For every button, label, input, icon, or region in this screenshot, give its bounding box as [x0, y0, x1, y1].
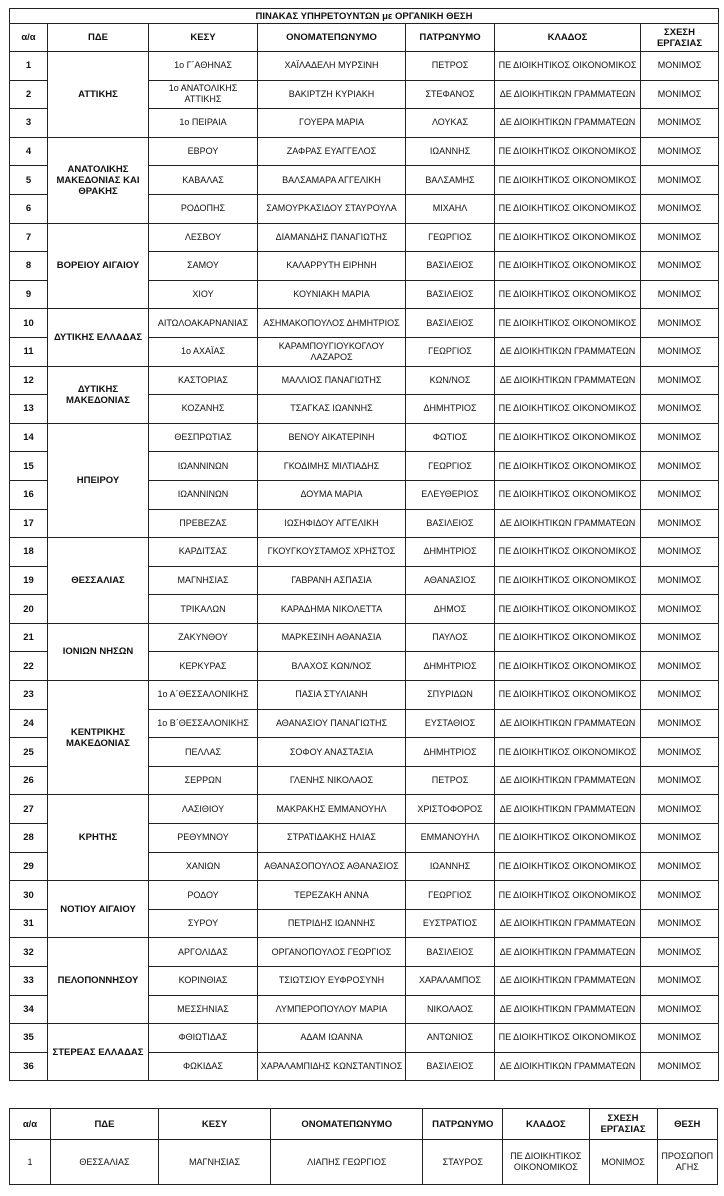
table-row: [10, 623, 719, 652]
cell-father-name: ΠΕΤΡΟΣ: [406, 52, 495, 81]
row-number: 1: [10, 52, 48, 81]
cell-fullname: ΚΑΛΑΡΡΥΤΗ ΕΙΡΗΝΗ: [258, 252, 406, 281]
row-number: 6: [10, 194, 48, 223]
header-pde: ΠΔΕ: [51, 1109, 159, 1140]
cell-pde: ΑΝΑΤΟΛΙΚΗΣ ΜΑΚΕΔΟΝΙΑΣ ΚΑΙ ΘΡΑΚΗΣ: [48, 137, 149, 223]
cell-father-name: ΣΤΕΦΑΝΟΣ: [406, 80, 495, 109]
cell-employment-relation: ΜΟΝΙΜΟΣ: [641, 566, 719, 595]
cell-kesy: ΜΑΓΝΗΣΙΑΣ: [158, 1140, 270, 1185]
cell-employment-relation: ΜΟΝΙΜΟΣ: [641, 109, 719, 138]
cell-fullname: ΔΙΑΜΑΝΔΗΣ ΠΑΝΑΓΙΩΤΗΣ: [258, 223, 406, 252]
cell-branch: ΠΕ ΔΙΟΙΚΗΤΙΚΟΣ ΟΙΚΟΝΟΜΙΚΟΣ: [495, 480, 641, 509]
cell-father-name: ΒΑΣΙΛΕΙΟΣ: [406, 280, 495, 309]
cell-branch: ΔΕ ΔΙΟΙΚΗΤΙΚΩΝ ΓΡΑΜΜΑΤΕΩΝ: [495, 709, 641, 738]
cell-branch: ΔΕ ΔΙΟΙΚΗΤΙΚΩΝ ΓΡΑΜΜΑΤΕΩΝ: [495, 337, 641, 366]
cell-kesy: ΚΟΡΙΝΘΙΑΣ: [149, 967, 258, 996]
cell-kesy: ΡΕΘΥΜΝΟΥ: [149, 824, 258, 853]
cell-employment-relation: ΜΟΝΙΜΟΣ: [641, 509, 719, 538]
cell-kesy: 1ο ΠΕΙΡΑΙΑ: [149, 109, 258, 138]
cell-employment-relation: ΜΟΝΙΜΟΣ: [641, 194, 719, 223]
cell-employment-relation: ΜΟΝΙΜΟΣ: [641, 995, 719, 1024]
cell-position: ΠΡΟΣΩΠΟΠ ΑΓΗΣ: [657, 1140, 718, 1185]
cell-branch: ΠΕ ΔΙΟΙΚΗΤΙΚΟΣ ΟΙΚΟΝΟΜΙΚΟΣ: [495, 423, 641, 452]
cell-kesy: ΙΩΑΝΝΙΝΩΝ: [149, 480, 258, 509]
row-number: 32: [10, 938, 48, 967]
row-number: 26: [10, 766, 48, 795]
cell-father-name: ΔΗΜΗΤΡΙΟΣ: [406, 738, 495, 767]
row-number: 23: [10, 681, 48, 710]
cell-fullname: ΚΑΡΑΜΠΟΥΓΙΟΥΚΟΓΛΟΥ ΛΑΖΑΡΟΣ: [258, 337, 406, 366]
cell-father-name: ΧΑΡΑΛΑΜΠΟΣ: [406, 967, 495, 996]
row-number: 8: [10, 252, 48, 281]
cell-branch: ΠΕ ΔΙΟΙΚΗΤΙΚΟΣ ΟΙΚΟΝΟΜΙΚΟΣ: [495, 738, 641, 767]
cell-employment-relation: ΜΟΝΙΜΟΣ: [641, 652, 719, 681]
cell-kesy: ΠΕΛΛΑΣ: [149, 738, 258, 767]
table-row: [10, 1140, 718, 1185]
cell-kesy: ΣΥΡΟΥ: [149, 909, 258, 938]
row-number: 34: [10, 995, 48, 1024]
cell-branch: ΠΕ ΔΙΟΙΚΗΤΙΚΟΣ ΟΙΚΟΝΟΜΙΚΟΣ: [495, 824, 641, 853]
cell-branch: ΠΕ ΔΙΟΙΚΗΤΙΚΟΣ ΟΙΚΟΝΟΜΙΚΟΣ: [495, 137, 641, 166]
cell-pde: ΣΤΕΡΕΑΣ ΕΛΛΑΔΑΣ: [48, 1024, 149, 1081]
cell-fullname: ΣΤΡΑΤΙΔΑΚΗΣ ΗΛΙΑΣ: [258, 824, 406, 853]
cell-father-name: ΙΩΑΝΝΗΣ: [406, 852, 495, 881]
cell-fullname: ΓΟΥΕΡΑ ΜΑΡΙΑ: [258, 109, 406, 138]
header-father-name: ΠΑΤΡΩΝΥΜΟ: [406, 24, 495, 52]
cell-father-name: ΠΑΥΛΟΣ: [406, 623, 495, 652]
cell-kesy: ΤΡΙΚΑΛΩΝ: [149, 595, 258, 624]
cell-kesy: 1ο Α΄ΘΕΣΣΑΛΟΝΙΚΗΣ: [149, 681, 258, 710]
cell-kesy: ΚΑΣΤΟΡΙΑΣ: [149, 366, 258, 395]
cell-father-name: ΒΑΣΙΛΕΙΟΣ: [406, 309, 495, 338]
cell-fullname: ΤΣΙΩΤΣΙΟΥ ΕΥΦΡΟΣΥΝΗ: [258, 967, 406, 996]
cell-pde: ΠΕΛΟΠΟΝΝΗΣΟΥ: [48, 938, 149, 1024]
cell-branch: ΠΕ ΔΙΟΙΚΗΤΙΚΟΣ ΟΙΚΟΝΟΜΙΚΟΣ: [495, 452, 641, 481]
cell-employment-relation: ΜΟΝΙΜΟΣ: [641, 938, 719, 967]
cell-employment-relation: ΜΟΝΙΜΟΣ: [641, 909, 719, 938]
row-number: 9: [10, 280, 48, 309]
cell-employment-relation: ΜΟΝΙΜΟΣ: [641, 423, 719, 452]
cell-fullname: ΜΑΛΛΙΟΣ ΠΑΝΑΓΙΩΤΗΣ: [258, 366, 406, 395]
main-staff-table: [9, 8, 719, 1081]
cell-branch: ΠΕ ΔΙΟΙΚΗΤΙΚΟΣ ΟΙΚΟΝΟΜΙΚΟΣ: [495, 1024, 641, 1053]
cell-branch: ΠΕ ΔΙΟΙΚΗΤΙΚΟΣ ΟΙΚΟΝΟΜΙΚΟΣ: [495, 538, 641, 567]
cell-branch: ΔΕ ΔΙΟΙΚΗΤΙΚΩΝ ΓΡΑΜΜΑΤΕΩΝ: [495, 795, 641, 824]
cell-employment-relation: ΜΟΝΙΜΟΣ: [641, 824, 719, 853]
row-number: 17: [10, 509, 48, 538]
header-position: ΘΕΣΗ: [657, 1109, 718, 1140]
cell-employment-relation: ΜΟΝΙΜΟΣ: [641, 52, 719, 81]
cell-fullname: ΓΑΒΡΑΝΗ ΑΣΠΑΣΙΑ: [258, 566, 406, 595]
row-number: 12: [10, 366, 48, 395]
cell-father-name: ΒΑΣΙΛΕΙΟΣ: [406, 509, 495, 538]
header-father-name: ΠΑΤΡΩΝΥΜΟ: [423, 1109, 503, 1140]
row-number: 25: [10, 738, 48, 767]
cell-kesy: ΧΑΝΙΩΝ: [149, 852, 258, 881]
cell-employment-relation: ΜΟΝΙΜΟΣ: [641, 623, 719, 652]
cell-branch: ΠΕ ΔΙΟΙΚΗΤΙΚΟΣ ΟΙΚΟΝΟΜΙΚΟΣ: [495, 52, 641, 81]
cell-father-name: ΒΑΛΣΑΜΗΣ: [406, 166, 495, 195]
cell-kesy: ΘΕΣΠΡΩΤΙΑΣ: [149, 423, 258, 452]
cell-father-name: ΙΩΑΝΝΗΣ: [406, 137, 495, 166]
cell-father-name: ΓΕΩΡΓΙΟΣ: [406, 452, 495, 481]
row-number: 2: [10, 80, 48, 109]
cell-fullname: ΚΟΥΝΙΑΚΗ ΜΑΡΙΑ: [258, 280, 406, 309]
cell-fullname: ΙΩΣΗΦΙΔΟΥ ΑΓΓΕΛΙΚΗ: [258, 509, 406, 538]
cell-fullname: ΑΔΑΜ ΙΩΑΝΝΑ: [258, 1024, 406, 1053]
cell-kesy: ΚΑΡΔΙΤΣΑΣ: [149, 538, 258, 567]
row-number: 5: [10, 166, 48, 195]
header-aa: α/α: [10, 24, 48, 52]
cell-employment-relation: ΜΟΝΙΜΟΣ: [641, 881, 719, 910]
cell-employment-relation: ΜΟΝΙΜΟΣ: [641, 337, 719, 366]
header-aa: α/α: [10, 1109, 51, 1140]
cell-fullname: ΔΟΥΜΑ ΜΑΡΙΑ: [258, 480, 406, 509]
row-number: 33: [10, 967, 48, 996]
cell-fullname: ΧΑΪΛΑΔΕΛΗ ΜΥΡΣΙΝΗ: [258, 52, 406, 81]
cell-branch: ΠΕ ΔΙΟΙΚΗΤΙΚΟΣ ΟΙΚΟΝΟΜΙΚΟΣ: [495, 652, 641, 681]
cell-employment-relation: ΜΟΝΙΜΟΣ: [641, 1052, 719, 1081]
cell-pde: ΝΟΤΙΟΥ ΑΙΓΑΙΟΥ: [48, 881, 149, 938]
header-employment-relation: ΣΧΕΣΗ ΕΡΓΑΣΙΑΣ: [589, 1109, 657, 1140]
second-staff-table: [9, 1108, 718, 1185]
cell-father-name: ΦΩΤΙΟΣ: [406, 423, 495, 452]
cell-kesy: ΦΩΚΙΔΑΣ: [149, 1052, 258, 1081]
cell-branch: ΔΕ ΔΙΟΙΚΗΤΙΚΩΝ ΓΡΑΜΜΑΤΕΩΝ: [495, 995, 641, 1024]
cell-employment-relation: ΜΟΝΙΜΟΣ: [641, 280, 719, 309]
table-row: [10, 1024, 719, 1053]
cell-father-name: ΠΕΤΡΟΣ: [406, 766, 495, 795]
cell-fullname: ΓΛΕΝΗΣ ΝΙΚΟΛΑΟΣ: [258, 766, 406, 795]
cell-employment-relation: ΜΟΝΙΜΟΣ: [641, 395, 719, 424]
row-number: 1: [10, 1140, 51, 1185]
cell-kesy: ΧΙΟΥ: [149, 280, 258, 309]
cell-fullname: ΛΙΑΠΗΣ ΓΕΩΡΓΙΟΣ: [271, 1140, 423, 1185]
cell-fullname: ΑΘΑΝΑΣΙΟΥ ΠΑΝΑΓΙΩΤΗΣ: [258, 709, 406, 738]
cell-employment-relation: ΜΟΝΙΜΟΣ: [641, 738, 719, 767]
cell-kesy: ΑΙΤΩΛΟΑΚΑΡΝΑΝΙΑΣ: [149, 309, 258, 338]
cell-fullname: ΒΑΛΣΑΜΑΡΑ ΑΓΓΕΛΙΚΗ: [258, 166, 406, 195]
cell-fullname: ΤΣΑΓΚΑΣ ΙΩΑΝΝΗΣ: [258, 395, 406, 424]
cell-pde: ΙΟΝΙΩΝ ΝΗΣΩΝ: [48, 623, 149, 680]
cell-employment-relation: ΜΟΝΙΜΟΣ: [641, 967, 719, 996]
cell-employment-relation: ΜΟΝΙΜΟΣ: [641, 252, 719, 281]
cell-fullname: ΒΕΝΟΥ ΑΙΚΑΤΕΡΙΝΗ: [258, 423, 406, 452]
cell-fullname: ΚΑΡΑΔΗΜΑ ΝΙΚΟΛΕΤΤΑ: [258, 595, 406, 624]
cell-father-name: ΓΕΩΡΓΙΟΣ: [406, 881, 495, 910]
cell-employment-relation: ΜΟΝΙΜΟΣ: [641, 795, 719, 824]
row-number: 28: [10, 824, 48, 853]
cell-branch: ΔΕ ΔΙΟΙΚΗΤΙΚΩΝ ΓΡΑΜΜΑΤΕΩΝ: [495, 109, 641, 138]
table-row: [10, 137, 719, 166]
cell-father-name: ΒΑΣΙΛΕΙΟΣ: [406, 252, 495, 281]
cell-fullname: ΑΘΑΝΑΣΟΠΟΥΛΟΣ ΑΘΑΝΑΣΙΟΣ: [258, 852, 406, 881]
header-kesy: ΚΕΣΥ: [158, 1109, 270, 1140]
row-number: 24: [10, 709, 48, 738]
row-number: 30: [10, 881, 48, 910]
table-row: [10, 681, 719, 710]
cell-branch: ΠΕ ΔΙΟΙΚΗΤΙΚΟΣ ΟΙΚΟΝΟΜΙΚΟΣ: [495, 852, 641, 881]
cell-employment-relation: ΜΟΝΙΜΟΣ: [641, 595, 719, 624]
cell-branch: ΠΕ ΔΙΟΙΚΗΤΙΚΟΣ ΟΙΚΟΝΟΜΙΚΟΣ: [495, 223, 641, 252]
cell-kesy: 1ο Β΄ΘΕΣΣΑΛΟΝΙΚΗΣ: [149, 709, 258, 738]
cell-kesy: ΚΑΒΑΛΑΣ: [149, 166, 258, 195]
table-row: [10, 223, 719, 252]
cell-fullname: ΤΕΡΕΖΑΚΗ ΑΝΝΑ: [258, 881, 406, 910]
table-row: [10, 938, 719, 967]
cell-fullname: ΠΕΤΡΙΔΗΣ ΙΩΑΝΝΗΣ: [258, 909, 406, 938]
header-employment-relation: ΣΧΕΣΗ ΕΡΓΑΣΙΑΣ: [641, 24, 719, 52]
row-number: 22: [10, 652, 48, 681]
cell-pde: ΘΕΣΣΑΛΙΑΣ: [48, 538, 149, 624]
cell-father-name: ΕΥΣΤΑΘΙΟΣ: [406, 709, 495, 738]
cell-father-name: ΕΜΜΑΝΟΥΗΛ: [406, 824, 495, 853]
cell-kesy: ΑΡΓΟΛΙΔΑΣ: [149, 938, 258, 967]
cell-fullname: ΜΑΡΚΕΣΙΝΗ ΑΘΑΝΑΣΙΑ: [258, 623, 406, 652]
cell-father-name: ΝΙΚΟΛΑΟΣ: [406, 995, 495, 1024]
cell-fullname: ΓΚΟΥΓΚΟΥΣΤΑΜΟΣ ΧΡΗΣΤΟΣ: [258, 538, 406, 567]
cell-father-name: ΕΛΕΥΘΕΡΙΟΣ: [406, 480, 495, 509]
row-number: 16: [10, 480, 48, 509]
row-number: 18: [10, 538, 48, 567]
row-number: 29: [10, 852, 48, 881]
cell-kesy: 1ο ΑΧΑΪΑΣ: [149, 337, 258, 366]
cell-branch: ΠΕ ΔΙΟΙΚΗΤΙΚΟΣ ΟΙΚΟΝΟΜΙΚΟΣ: [495, 881, 641, 910]
cell-father-name: ΣΤΑΥΡΟΣ: [423, 1140, 503, 1185]
cell-father-name: ΛΟΥΚΑΣ: [406, 109, 495, 138]
cell-branch: ΔΕ ΔΙΟΙΚΗΤΙΚΩΝ ΓΡΑΜΜΑΤΕΩΝ: [495, 1052, 641, 1081]
cell-kesy: ΛΑΣΙΘΙΟΥ: [149, 795, 258, 824]
cell-branch: ΠΕ ΔΙΟΙΚΗΤΙΚΟΣ ΟΙΚΟΝΟΜΙΚΟΣ: [495, 252, 641, 281]
row-number: 20: [10, 595, 48, 624]
cell-branch: ΠΕ ΔΙΟΙΚΗΤΙΚΟΣ ΟΙΚΟΝΟΜΙΚΟΣ: [495, 623, 641, 652]
cell-father-name: ΔΗΜΗΤΡΙΟΣ: [406, 652, 495, 681]
cell-kesy: ΜΕΣΣΗΝΙΑΣ: [149, 995, 258, 1024]
table-row: [10, 795, 719, 824]
cell-fullname: ΣΟΦΟΥ ΑΝΑΣΤΑΣΙΑ: [258, 738, 406, 767]
row-number: 11: [10, 337, 48, 366]
header-branch: ΚΛΑΔΟΣ: [495, 24, 641, 52]
cell-kesy: ΚΕΡΚΥΡΑΣ: [149, 652, 258, 681]
cell-father-name: ΕΥΣΤΡΑΤΙΟΣ: [406, 909, 495, 938]
row-number: 35: [10, 1024, 48, 1053]
cell-kesy: ΕΒΡΟΥ: [149, 137, 258, 166]
cell-pde: ΚΕΝΤΡΙΚΗΣ ΜΑΚΕΔΟΝΙΑΣ: [48, 681, 149, 795]
cell-fullname: ΑΣΗΜΑΚΟΠΟΥΛΟΣ ΔΗΜΗΤΡΙΟΣ: [258, 309, 406, 338]
cell-fullname: ΖΑΦΡΑΣ ΕΥΑΓΓΕΛΟΣ: [258, 137, 406, 166]
cell-fullname: ΒΛΑΧΟΣ ΚΩΝ/ΝΟΣ: [258, 652, 406, 681]
cell-father-name: ΒΑΣΙΛΕΙΟΣ: [406, 1052, 495, 1081]
cell-fullname: ΜΑΚΡΑΚΗΣ ΕΜΜΑΝΟΥΗΛ: [258, 795, 406, 824]
table-row: [10, 366, 719, 395]
table-row: [10, 538, 719, 567]
cell-father-name: ΒΑΣΙΛΕΙΟΣ: [406, 938, 495, 967]
cell-employment-relation: ΜΟΝΙΜΟΣ: [641, 452, 719, 481]
cell-fullname: ΣΑΜΟΥΡΚΑΣΙΔΟΥ ΣΤΑΥΡΟΥΛΑ: [258, 194, 406, 223]
cell-kesy: ΣΕΡΡΩΝ: [149, 766, 258, 795]
cell-employment-relation: ΜΟΝΙΜΟΣ: [641, 709, 719, 738]
cell-kesy: 1ο ΑΝΑΤΟΛΙΚΗΣ ΑΤΤΙΚΗΣ: [149, 80, 258, 109]
cell-employment-relation: ΜΟΝΙΜΟΣ: [641, 223, 719, 252]
row-number: 14: [10, 423, 48, 452]
cell-father-name: ΓΕΩΡΓΙΟΣ: [406, 337, 495, 366]
cell-employment-relation: ΜΟΝΙΜΟΣ: [641, 480, 719, 509]
cell-fullname: ΟΡΓΑΝΟΠΟΥΛΟΣ ΓΕΩΡΓΙΟΣ: [258, 938, 406, 967]
cell-father-name: ΔΗΜΟΣ: [406, 595, 495, 624]
row-number: 19: [10, 566, 48, 595]
cell-branch: ΠΕ ΔΙΟΙΚΗΤΙΚΟΣ ΟΙΚΟΝΟΜΙΚΟΣ: [495, 395, 641, 424]
table-row: [10, 423, 719, 452]
cell-branch: ΠΕ ΔΙΟΙΚΗΤΙΚΟΣ ΟΙΚΟΝΟΜΙΚΟΣ: [495, 194, 641, 223]
cell-employment-relation: ΜΟΝΙΜΟΣ: [641, 766, 719, 795]
cell-employment-relation: ΜΟΝΙΜΟΣ: [641, 852, 719, 881]
cell-employment-relation: ΜΟΝΙΜΟΣ: [641, 166, 719, 195]
table-title: ΠΙΝΑΚΑΣ ΥΠΗΡΕΤΟΥΝΤΩΝ με ΟΡΓΑΝΙΚΗ ΘΕΣΗ: [10, 9, 719, 24]
cell-father-name: ΑΘΑΝΑΣΙΟΣ: [406, 566, 495, 595]
cell-branch: ΔΕ ΔΙΟΙΚΗΤΙΚΩΝ ΓΡΑΜΜΑΤΕΩΝ: [495, 967, 641, 996]
cell-kesy: ΜΑΓΝΗΣΙΑΣ: [149, 566, 258, 595]
cell-kesy: 1ο Γ΄ΑΘΗΝΑΣ: [149, 52, 258, 81]
header-branch: ΚΛΑΔΟΣ: [503, 1109, 589, 1140]
cell-father-name: ΔΗΜΗΤΡΙΟΣ: [406, 538, 495, 567]
cell-father-name: ΧΡΙΣΤΟΦΟΡΟΣ: [406, 795, 495, 824]
cell-branch: ΔΕ ΔΙΟΙΚΗΤΙΚΩΝ ΓΡΑΜΜΑΤΕΩΝ: [495, 938, 641, 967]
cell-employment-relation: ΜΟΝΙΜΟΣ: [641, 1024, 719, 1053]
cell-father-name: ΚΩΝ/ΝΟΣ: [406, 366, 495, 395]
cell-fullname: ΓΚΟΔΙΜΗΣ ΜΙΛΤΙΑΔΗΣ: [258, 452, 406, 481]
cell-employment-relation: ΜΟΝΙΜΟΣ: [589, 1140, 657, 1185]
cell-branch: ΔΕ ΔΙΟΙΚΗΤΙΚΩΝ ΓΡΑΜΜΑΤΕΩΝ: [495, 909, 641, 938]
row-number: 13: [10, 395, 48, 424]
row-number: 27: [10, 795, 48, 824]
cell-father-name: ΑΝΤΩΝΙΟΣ: [406, 1024, 495, 1053]
cell-branch: ΠΕ ΔΙΟΙΚΗΤΙΚΟΣ ΟΙΚΟΝΟΜΙΚΟΣ: [495, 681, 641, 710]
row-number: 31: [10, 909, 48, 938]
row-number: 7: [10, 223, 48, 252]
row-number: 3: [10, 109, 48, 138]
cell-pde: ΗΠΕΙΡΟΥ: [48, 423, 149, 537]
cell-branch: ΔΕ ΔΙΟΙΚΗΤΙΚΩΝ ΓΡΑΜΜΑΤΕΩΝ: [495, 509, 641, 538]
cell-branch: ΠΕ ΔΙΟΙΚΗΤΙΚΟΣ ΟΙΚΟΝΟΜΙΚΟΣ: [495, 566, 641, 595]
header-fullname: ΟΝΟΜΑΤΕΠΩΝΥΜΟ: [271, 1109, 423, 1140]
cell-father-name: ΓΕΩΡΓΙΟΣ: [406, 223, 495, 252]
cell-pde: ΘΕΣΣΑΛΙΑΣ: [51, 1140, 159, 1185]
cell-employment-relation: ΜΟΝΙΜΟΣ: [641, 366, 719, 395]
cell-father-name: ΔΗΜΗΤΡΙΟΣ: [406, 395, 495, 424]
table-row: [10, 309, 719, 338]
cell-kesy: ΣΑΜΟΥ: [149, 252, 258, 281]
header-pde: ΠΔΕ: [48, 24, 149, 52]
cell-pde: ΔΥΤΙΚΗΣ ΕΛΛΑΔΑΣ: [48, 309, 149, 366]
cell-fullname: ΧΑΡΑΛΑΜΠΙΔΗΣ ΚΩΝΣΤΑΝΤΙΝΟΣ: [258, 1052, 406, 1081]
cell-kesy: ΛΕΣΒΟΥ: [149, 223, 258, 252]
cell-kesy: ΦΘΙΩΤΙΔΑΣ: [149, 1024, 258, 1053]
cell-branch: ΔΕ ΔΙΟΙΚΗΤΙΚΩΝ ΓΡΑΜΜΑΤΕΩΝ: [495, 766, 641, 795]
cell-branch: ΠΕ ΔΙΟΙΚΗΤΙΚΟΣ ΟΙΚΟΝΟΜΙΚΟΣ: [495, 309, 641, 338]
cell-branch: ΠΕ ΔΙΟΙΚΗΤΙΚΟΣ ΟΙΚΟΝΟΜΙΚΟΣ: [495, 595, 641, 624]
cell-kesy: ΖΑΚΥΝΘΟΥ: [149, 623, 258, 652]
cell-kesy: ΙΩΑΝΝΙΝΩΝ: [149, 452, 258, 481]
cell-branch: ΠΕ ΔΙΟΙΚΗΤΙΚΟΣ ΟΙΚΟΝΟΜΙΚΟΣ: [503, 1140, 589, 1185]
cell-kesy: ΡΟΔΟΥ: [149, 881, 258, 910]
cell-branch: ΠΕ ΔΙΟΙΚΗΤΙΚΟΣ ΟΙΚΟΝΟΜΙΚΟΣ: [495, 280, 641, 309]
table-row: [10, 52, 719, 81]
cell-pde: ΚΡΗΤΗΣ: [48, 795, 149, 881]
cell-employment-relation: ΜΟΝΙΜΟΣ: [641, 681, 719, 710]
row-number: 4: [10, 137, 48, 166]
cell-pde: ΑΤΤΙΚΗΣ: [48, 52, 149, 138]
cell-branch: ΔΕ ΔΙΟΙΚΗΤΙΚΩΝ ΓΡΑΜΜΑΤΕΩΝ: [495, 366, 641, 395]
header-fullname: ΟΝΟΜΑΤΕΠΩΝΥΜΟ: [258, 24, 406, 52]
cell-employment-relation: ΜΟΝΙΜΟΣ: [641, 80, 719, 109]
cell-fullname: ΒΑΚΙΡΤΖΗ ΚΥΡΙΑΚΗ: [258, 80, 406, 109]
cell-fullname: ΛΥΜΠΕΡΟΠΟΥΛΟΥ ΜΑΡΙΑ: [258, 995, 406, 1024]
cell-employment-relation: ΜΟΝΙΜΟΣ: [641, 309, 719, 338]
row-number: 21: [10, 623, 48, 652]
cell-kesy: ΚΟΖΑΝΗΣ: [149, 395, 258, 424]
cell-kesy: ΡΟΔΟΠΗΣ: [149, 194, 258, 223]
cell-father-name: ΜΙΧΑΗΛ: [406, 194, 495, 223]
cell-father-name: ΣΠΥΡΙΔΩΝ: [406, 681, 495, 710]
cell-employment-relation: ΜΟΝΙΜΟΣ: [641, 137, 719, 166]
cell-pde: ΒΟΡΕΙΟΥ ΑΙΓΑΙΟΥ: [48, 223, 149, 309]
cell-branch: ΠΕ ΔΙΟΙΚΗΤΙΚΟΣ ΟΙΚΟΝΟΜΙΚΟΣ: [495, 166, 641, 195]
row-number: 36: [10, 1052, 48, 1081]
row-number: 15: [10, 452, 48, 481]
cell-kesy: ΠΡΕΒΕΖΑΣ: [149, 509, 258, 538]
row-number: 10: [10, 309, 48, 338]
cell-employment-relation: ΜΟΝΙΜΟΣ: [641, 538, 719, 567]
cell-pde: ΔΥΤΙΚΗΣ ΜΑΚΕΔΟΝΙΑΣ: [48, 366, 149, 423]
header-kesy: ΚΕΣΥ: [149, 24, 258, 52]
cell-branch: ΔΕ ΔΙΟΙΚΗΤΙΚΩΝ ΓΡΑΜΜΑΤΕΩΝ: [495, 80, 641, 109]
cell-fullname: ΠΑΣΙΑ ΣΤΥΛΙΑΝΗ: [258, 681, 406, 710]
table-row: [10, 881, 719, 910]
